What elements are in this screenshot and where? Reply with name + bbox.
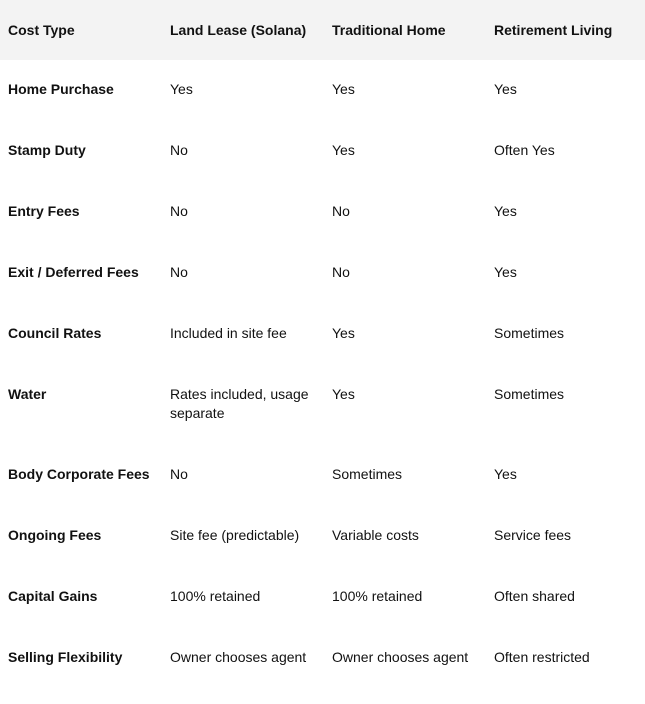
- table-cell: Owner chooses agent: [170, 649, 307, 665]
- table-body: [0, 60, 645, 689]
- table-cell: Owner chooses agent: [332, 649, 469, 665]
- table-cell: Sometimes: [494, 386, 565, 402]
- row-label: Stamp Duty: [8, 142, 86, 158]
- row-label: Body Corporate Fees: [8, 466, 150, 482]
- table-cell: No: [170, 203, 188, 219]
- table-header: [0, 0, 645, 60]
- header-retirement-living: Retirement Living: [494, 22, 613, 38]
- table-cell: Yes: [494, 466, 517, 482]
- table-row: [0, 60, 645, 121]
- table-cell: Sometimes: [332, 466, 403, 482]
- table-cell: Yes: [494, 203, 517, 219]
- table-cell: Yes: [332, 81, 355, 97]
- table-row: [0, 182, 645, 243]
- table-cell: 100% retained: [170, 588, 261, 604]
- row-label: Ongoing Fees: [8, 527, 102, 543]
- row-label: Council Rates: [8, 325, 102, 341]
- table-row: [0, 628, 645, 689]
- table-cell: Often restricted: [494, 649, 590, 665]
- header-row: [0, 0, 645, 60]
- table-cell: Site fee (predictable): [170, 527, 300, 543]
- table-cell: Included in site fee: [170, 325, 287, 341]
- table-cell: Yes: [332, 325, 355, 341]
- row-label: Capital Gains: [8, 588, 98, 604]
- table-row: [0, 121, 645, 182]
- table-cell: Yes: [494, 264, 517, 280]
- table-cell: No: [332, 264, 350, 280]
- table-cell: No: [170, 466, 188, 482]
- table-cell: Service fees: [494, 527, 572, 543]
- table-cell: 100% retained: [332, 588, 423, 604]
- table-cell: No: [170, 264, 188, 280]
- header-traditional-home: Traditional Home: [332, 22, 446, 38]
- table-cell: Sometimes: [494, 325, 565, 341]
- table-row: [0, 506, 645, 567]
- table-cell: Often Yes: [494, 142, 555, 158]
- table-row: [0, 445, 645, 506]
- table-cell: Yes: [494, 81, 517, 97]
- table-cell: Yes: [170, 81, 193, 97]
- table-cell: Yes: [332, 142, 355, 158]
- header-land-lease: Land Lease (Solana): [170, 22, 307, 38]
- row-label: Home Purchase: [8, 81, 114, 97]
- table-row: [0, 567, 645, 628]
- header-cost-type: Cost Type: [8, 22, 75, 38]
- row-label: Water: [8, 386, 47, 402]
- table-cell: Yes: [332, 386, 355, 402]
- row-label: Entry Fees: [8, 203, 80, 219]
- table-cell: No: [170, 142, 188, 158]
- table-cell: No: [332, 203, 350, 219]
- table-row: [0, 243, 645, 304]
- row-label: Exit / Deferred Fees: [8, 264, 139, 280]
- table-cell: Often shared: [494, 588, 575, 604]
- table-row: [0, 365, 645, 445]
- table-cell: Rates included, usage separate: [170, 386, 309, 421]
- table-cell: Variable costs: [332, 527, 419, 543]
- table-row: [0, 304, 645, 365]
- row-label: Selling Flexibility: [8, 649, 123, 665]
